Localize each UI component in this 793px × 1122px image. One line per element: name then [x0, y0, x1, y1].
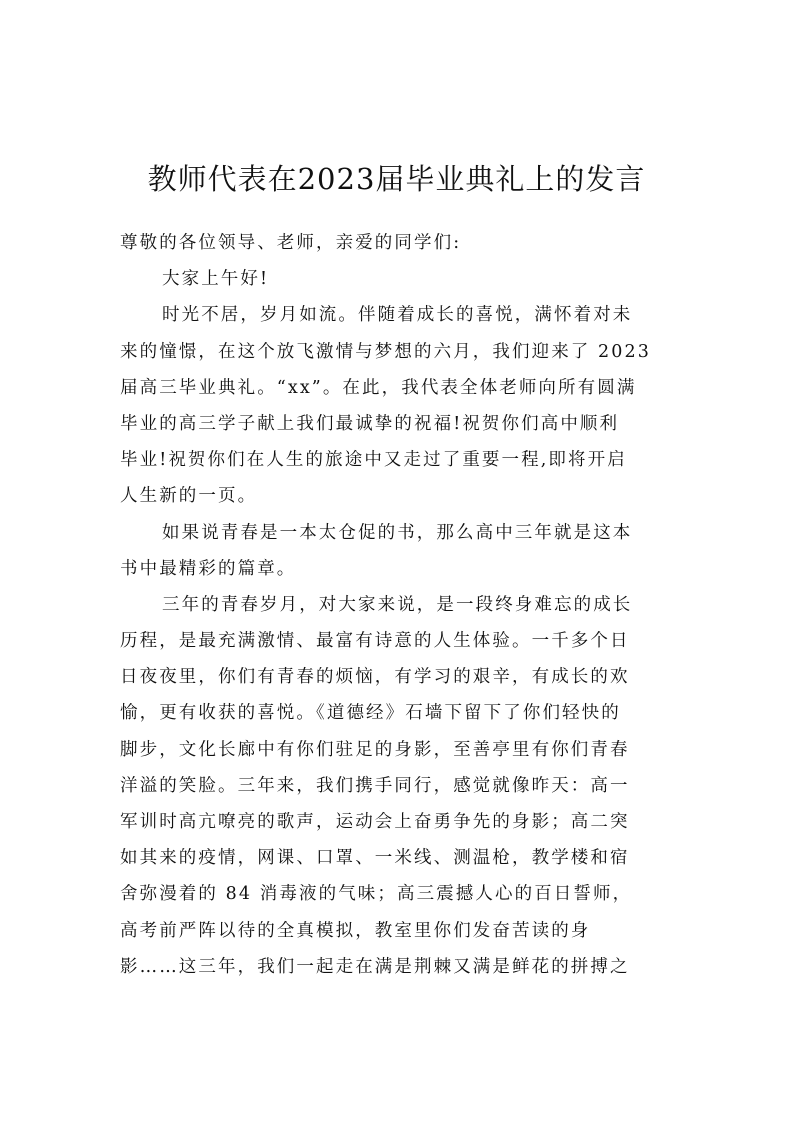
text-line: 影……这三年，我们一起走在满是荆棘又满是鲜花的拼搏之	[120, 956, 630, 977]
text-line: 如其来的疫情，网课、口罩、一米线、测温枪，教学楼和宿	[120, 848, 630, 869]
text-line: 时光不居，岁月如流。伴随着成长的喜悦，满怀着对未	[162, 305, 633, 326]
text-line: 尊敬的各位领导、老师，亲爱的同学们:	[120, 233, 462, 253]
text-line: 三年的青春岁月，对大家来说，是一段终身难忘的成长	[162, 594, 633, 615]
document-body	[120, 225, 682, 985]
text-line: 来的憧憬，在这个放飞激情与梦想的六月，我们迎来了 2023	[120, 341, 651, 362]
text-line: 军训时高亢嘹亮的歌声，运动会上奋勇争先的身影；高二突	[120, 812, 630, 832]
text-line: 书中最精彩的篇章。	[120, 558, 297, 579]
text-line: 舍弥漫着的 84 消毒液的气味；高三震撼人心的百日誓师，	[120, 884, 633, 905]
document-title: 教师代表在2023届毕业典礼上的发言	[147, 162, 646, 197]
text-line: 愉，更有收获的喜悦。《道德经》石墙下留下了你们轻快的	[120, 703, 621, 724]
text-line: 毕业!祝贺你们在人生的旅途中又走过了重要一程,即将开启	[120, 450, 627, 471]
text-line: 脚步，文化长廊中有你们驻足的身影，至善亭里有你们青春	[120, 739, 630, 760]
text-line: 历程，是最充满激情、最富有诗意的人生体验。一千多个日	[120, 631, 630, 652]
text-line: 毕业的高三学子献上我们最诚挚的祝福!祝贺你们高中顺利	[120, 413, 620, 434]
text-line: 人生新的一页。	[120, 486, 258, 507]
text-line: 洋溢的笑脸。三年来，我们携手同行，感觉就像昨天：高一	[120, 775, 630, 796]
text-line: 如果说青春是一本太仓促的书，那么高中三年就是这本	[162, 522, 633, 543]
text-line: 日夜夜里，你们有青春的烦恼，有学习的艰辛，有成长的欢	[120, 667, 630, 688]
text-line: 届高三毕业典礼。“xx”。在此，我代表全体老师向所有圆满	[120, 377, 637, 398]
text-line: 大家上午好!	[162, 269, 270, 290]
text-line: 高考前严阵以待的全真模拟，教室里你们发奋苦读的身	[120, 920, 591, 941]
